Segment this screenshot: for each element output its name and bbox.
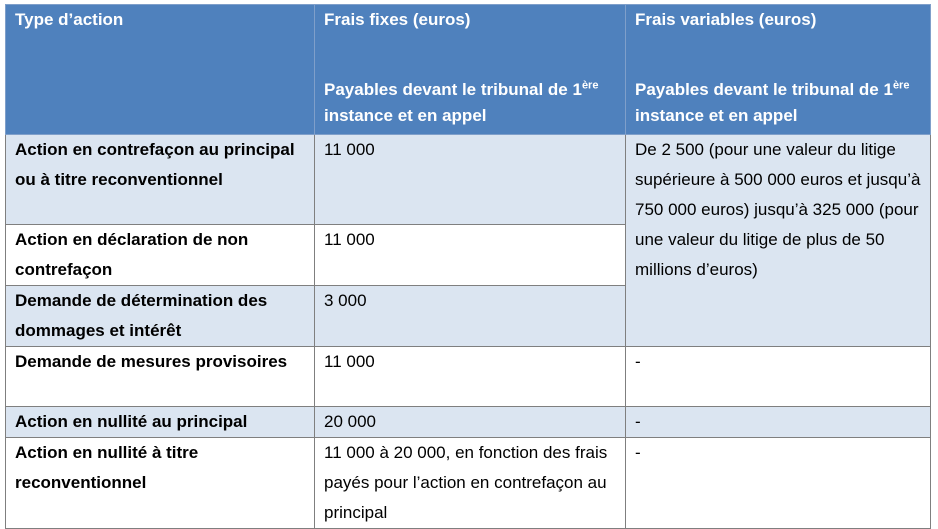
header-fixed-title: Frais fixes (euros)	[324, 10, 471, 29]
row-variable-cell: -	[626, 438, 931, 529]
row-type-cell: Demande de détermination des dommages et intérêt	[6, 286, 315, 347]
header-row	[6, 5, 931, 135]
header-fixed-subtitle: Payables devant le tribunal de 1ère instance et en appel	[324, 79, 599, 125]
row-fixed-cell: 11 000	[315, 225, 626, 286]
header-variable-fees	[626, 5, 931, 135]
header-variable-title: Frais variables (euros)	[635, 10, 817, 29]
row-fixed-cell: 20 000	[315, 407, 626, 438]
row-type-cell: Action en nullité au principal	[6, 407, 315, 438]
header-fixed-fees	[315, 5, 626, 135]
court-fees-table	[5, 4, 931, 529]
row-fixed-cell: 11 000	[315, 135, 626, 225]
row-type-cell: Demande de mesures provisoires	[6, 347, 315, 407]
row-type-cell: Action en contrefaçon au principal ou à titre reconventionnel	[6, 135, 315, 225]
row-fixed-cell: 11 000 à 20 000, en fonction des frais payés pour l’action en contrefaçon au principal	[315, 438, 626, 529]
header-type: Type d’action	[6, 5, 315, 135]
header-variable-subtitle: Payables devant le tribunal de 1ère instance et en appel	[635, 79, 910, 125]
row-fixed-cell: 3 000	[315, 286, 626, 347]
table-row	[6, 407, 931, 438]
table-row	[6, 438, 931, 529]
fees-table-container	[5, 4, 931, 529]
row-fixed-cell: 11 000	[315, 347, 626, 407]
table-row	[6, 135, 931, 225]
row-type-cell: Action en nullité à titre reconventionnel	[6, 438, 315, 529]
table-row	[6, 347, 931, 407]
row-type-cell: Action en déclaration de non contrefaçon	[6, 225, 315, 286]
shared-variable-cell: De 2 500 (pour une valeur du litige supérieure à 500 000 euros et jusqu’à 750 000 euros) jusqu’à 325 000 (pour une valeur du litige de plus de 50 millions d’euros)	[626, 135, 931, 347]
row-variable-cell: -	[626, 407, 931, 438]
row-variable-cell: -	[626, 347, 931, 407]
